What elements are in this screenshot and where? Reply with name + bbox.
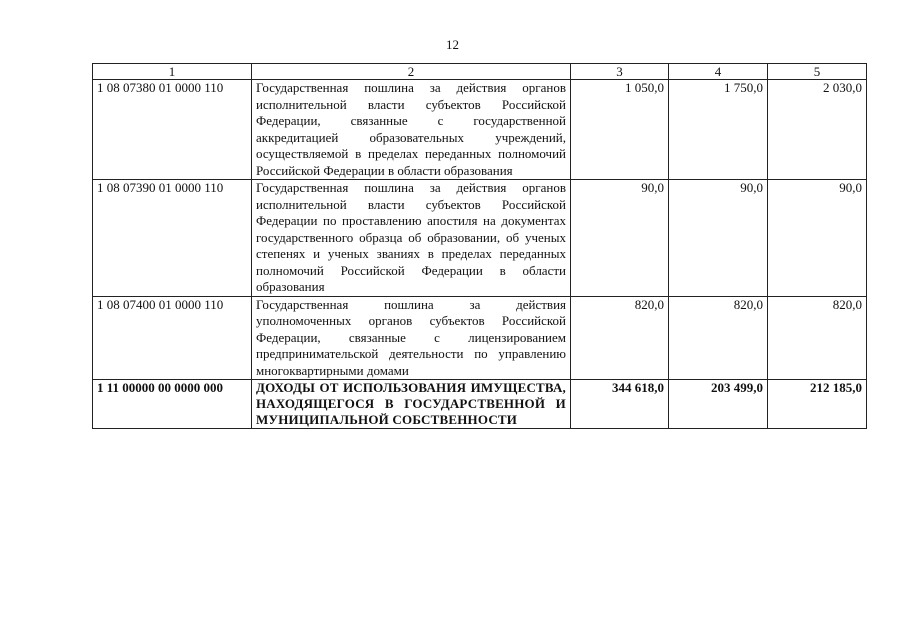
amount-col5: 820,0 [768,296,867,380]
column-header-4: 4 [669,64,768,80]
table-header-row [93,64,867,80]
revenue-description: Государственная пошлина за действия уполномоченных органов субъектов Российской Федерации, связанные с лицензированием предпринимательской деятельности по управлению многоквартирными домами [252,296,571,380]
amount-col5: 212 185,0 [768,380,867,429]
page-number: 12 [446,37,459,52]
revenue-description: Государственная пошлина за действия органов исполнительной власти субъектов Российской Федерации, связанные с государственной аккредитацией образовательных учреждений, осуществляемой в пределах переданных полномочий Российской Федерации в области образования [252,80,571,180]
amount-col4: 820,0 [669,296,768,380]
amount-col3: 1 050,0 [571,80,669,180]
column-header-1: 1 [93,64,252,80]
amount-col4: 1 750,0 [669,80,768,180]
budget-code: 1 11 00000 00 0000 000 [93,380,252,429]
revenue-description: Государственная пошлина за действия органов исполнительной власти субъектов Российской Федерации по проставлению апостиля на документах государственного образца об образовании, об ученых степенях и ученых званиях в пределах переданных полномочий Российской Федерации в области образования [252,180,571,297]
column-header-2: 2 [252,64,571,80]
amount-col4: 203 499,0 [669,380,768,429]
budget-code: 1 08 07380 01 0000 110 [93,80,252,180]
amount-col3: 90,0 [571,180,669,297]
budget-code: 1 08 07390 01 0000 110 [93,180,252,297]
column-header-5: 5 [768,64,867,80]
amount-col5: 2 030,0 [768,80,867,180]
amount-col4: 90,0 [669,180,768,297]
budget-code: 1 08 07400 01 0000 110 [93,296,252,380]
amount-col3: 820,0 [571,296,669,380]
amount-col5: 90,0 [768,180,867,297]
table-row [93,180,867,297]
revenue-description: ДОХОДЫ ОТ ИСПОЛЬЗОВАНИЯ ИМУЩЕСТВА, НАХОДЯЩЕГОСЯ В ГОСУДАРСТВЕННОЙ И МУНИЦИПАЛЬНОЙ СОБСТВЕННОСТИ [252,380,571,429]
table-row [93,80,867,180]
amount-col3: 344 618,0 [571,380,669,429]
table-row [93,296,867,380]
table-row-section-total [93,380,867,429]
column-header-3: 3 [571,64,669,80]
revenue-table [92,63,867,429]
